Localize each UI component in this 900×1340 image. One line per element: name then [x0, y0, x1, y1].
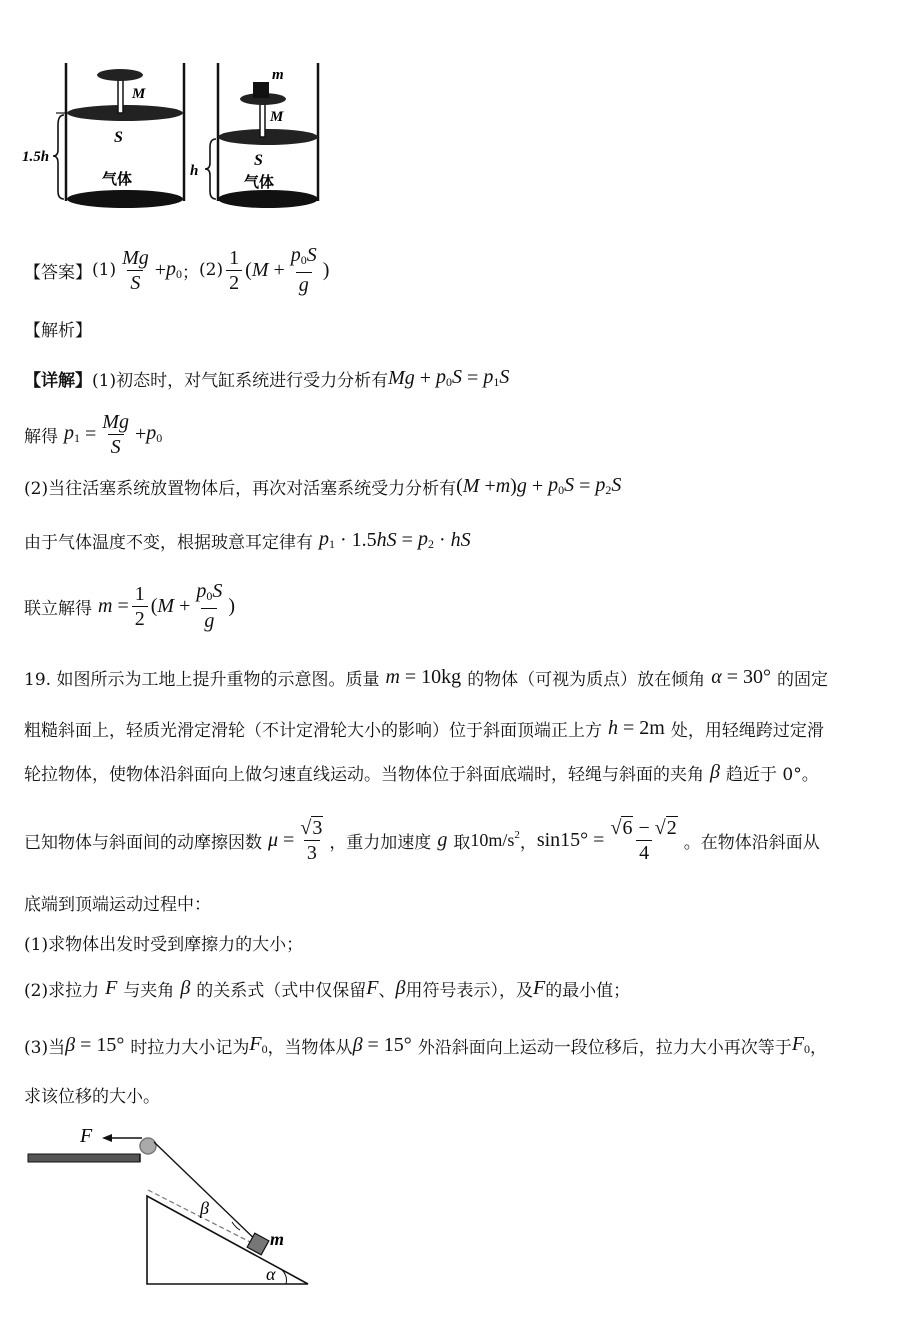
q19-line-2: 粗糙斜面上，轻质光滑定滑轮（不计定滑轮大小的影响）位于斜面顶端正上方 h = 2m 处，用轻绳跨过定滑 [24, 716, 824, 741]
detail-line-2: 解得 $p_1$ = $\frac{Mg}{S}$ + $p_0$ [24, 410, 163, 458]
detail-line-4: 由于气体温度不变，根据玻意耳定律有 $p_1$ · 1.5 hS = $p_2$ · hS [24, 528, 471, 553]
answer-part2: (2) [199, 260, 224, 280]
block-m [247, 1233, 269, 1255]
answer-separator: ； [182, 262, 200, 283]
angle-beta-label: β [200, 1198, 209, 1218]
detail-line-3: (2)当往活塞系统放置物体后，再次对活塞系统受力分析有 ( M + m ) g + $p_0S$ = $p_2S$ [24, 474, 622, 499]
q19-line-1: 19. 如图所示为工地上提升重物的示意图。质量 m = 10kg 的物体（可视为质点）放在倾角 α = 30° 的固定 [24, 665, 828, 690]
force-label: F [80, 1125, 93, 1147]
analysis-label: 【解析】 [24, 320, 92, 341]
left-gas-label: 气体 [102, 170, 133, 188]
right-gas-label: 气体 [244, 173, 275, 191]
detail-label: 【详解】 [24, 370, 92, 391]
pulley-icon [140, 1138, 156, 1154]
q19-sub-4: 求该位移的大小。 [24, 1086, 160, 1107]
q19-sub-1: (1)求物体出发时受到摩擦力的大小； [24, 934, 304, 955]
q19-line-5: 底端到顶端运动过程中： [24, 894, 211, 915]
cylinder-figure [20, 55, 320, 215]
answer-bracket: 【答案】 [24, 262, 92, 283]
angle-alpha-label: α [266, 1264, 276, 1284]
q19-sub-3: (3)当 β = 15° 时拉力大小记为 $F_0$ ，当物体从 β = 15° 外沿斜面向上运动一段位移后，拉力大小再次等于 $F_0$ ， [24, 1033, 828, 1058]
answer-line: 【答案】 (1) $\frac{Mg}{S}$ + $p_0$ ； (2) $\frac{1}{2}$ ( M + $\frac{p_0S}{g}$ ) [24, 244, 330, 296]
left-area-label: S [114, 129, 123, 146]
detail-line-5: 联立解得 m = $\frac{1}{2}$ ( M + $\frac{p_0S}{g}$ ) [24, 580, 236, 632]
answer-part1: (1) [92, 260, 117, 280]
right-height-label: h [190, 163, 199, 179]
left-height-label: 1.5h [22, 149, 50, 165]
left-mass-label: M [132, 86, 146, 102]
answer2-fraction: $\frac{p_0S}{g}$ [290, 244, 317, 296]
q19-line-3: 轮拉物体，使物体沿斜面向上做匀速直线运动。当物体位于斜面底端时，轻绳与斜面的夹角 β 趋近于 0°。 [24, 760, 819, 785]
answer2-half: $\frac{1}{2}$ [226, 246, 242, 295]
q19-sub-2: (2)求拉力 F 与夹角 β 的关系式（式中仅保留 F 、 β 用符号表示），及 F 的最小值； [24, 976, 631, 1001]
right-small-mass-label: m [272, 67, 284, 83]
mass-label: m [270, 1229, 285, 1249]
answer1-fraction: $\frac{Mg}{S}$ [122, 246, 149, 294]
incline-figure [20, 1118, 320, 1294]
right-mass-label: M [270, 109, 284, 125]
detail-line-1: 【详解】 (1)初态时，对气缸系统进行受力分析有 Mg + $p_0S$ = $p_1S$ [24, 366, 510, 391]
right-area-label: S [254, 152, 263, 169]
q19-line-4: 已知物体与斜面间的动摩擦因数 μ = $\frac{√3}{3}$ ，重力加速度 g 取 $10m/s^2$ ， sin15° = $\frac{√6 - √2}{4}$ 。在物体沿斜面从 [24, 816, 820, 864]
